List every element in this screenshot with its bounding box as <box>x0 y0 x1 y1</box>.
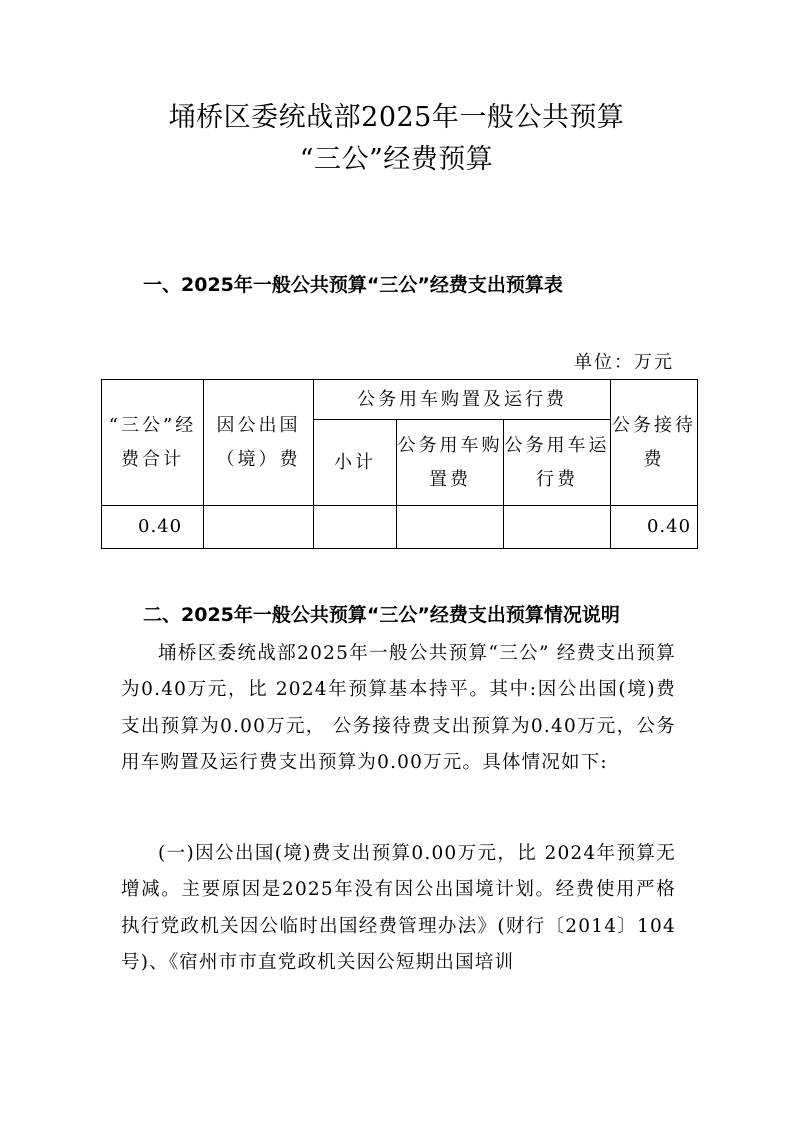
section1-heading: 一、2025年一般公共预算“三公”经费支出预算表 <box>143 274 563 296</box>
header-subtotal: 小计 <box>314 420 397 506</box>
cell-total: 0.40 <box>102 506 204 549</box>
cell-vehicle-purchase <box>397 506 504 549</box>
document-title-line2: “三公”经费预算 <box>299 144 494 175</box>
cell-abroad <box>204 506 314 549</box>
unit-label: 单位：万元 <box>574 352 674 373</box>
cell-subtotal <box>314 506 397 549</box>
cell-reception: 0.40 <box>611 506 698 549</box>
header-reception: 公务接待费 <box>611 380 698 506</box>
header-vehicle-group: 公务用车购置及运行费 <box>314 380 611 420</box>
explanation-paragraph-2: (一)因公出国(境)费支出预算0.00万元，比 2024年预算无增减。主要原因是2025年没有因公出国境计划。经费使用严格执行党政机关因公临时出国经费管理办法》(财行〔2014〕104号)、《宿州市市直党政机关因公短期出国培训 <box>121 843 676 973</box>
document-title-line1: 埇桥区委统战部2025年一般公共预算 <box>168 102 625 133</box>
header-total: “三公”经费合计 <box>102 380 204 506</box>
explanation-paragraph-1: 埇桥区委统战部2025年一般公共预算“三公” 经费支出预算为0.40万元，比 2024年预算基本持平。其中:因公出国(境)费支出预算为0.00万元， 公务接待费支出预算为0.40万元，公务用车购置及运行费支出预算为0.00万元。具体情况如下: <box>121 643 676 773</box>
cell-vehicle-operation <box>504 506 611 549</box>
budget-table <box>101 379 698 549</box>
header-abroad: 因公出国（境）费 <box>204 380 314 506</box>
section2-heading: 二、2025年一般公共预算“三公”经费支出预算情况说明 <box>143 604 620 626</box>
header-vehicle-purchase: 公务用车购置费 <box>397 420 504 506</box>
header-vehicle-operation: 公务用车运行费 <box>504 420 611 506</box>
